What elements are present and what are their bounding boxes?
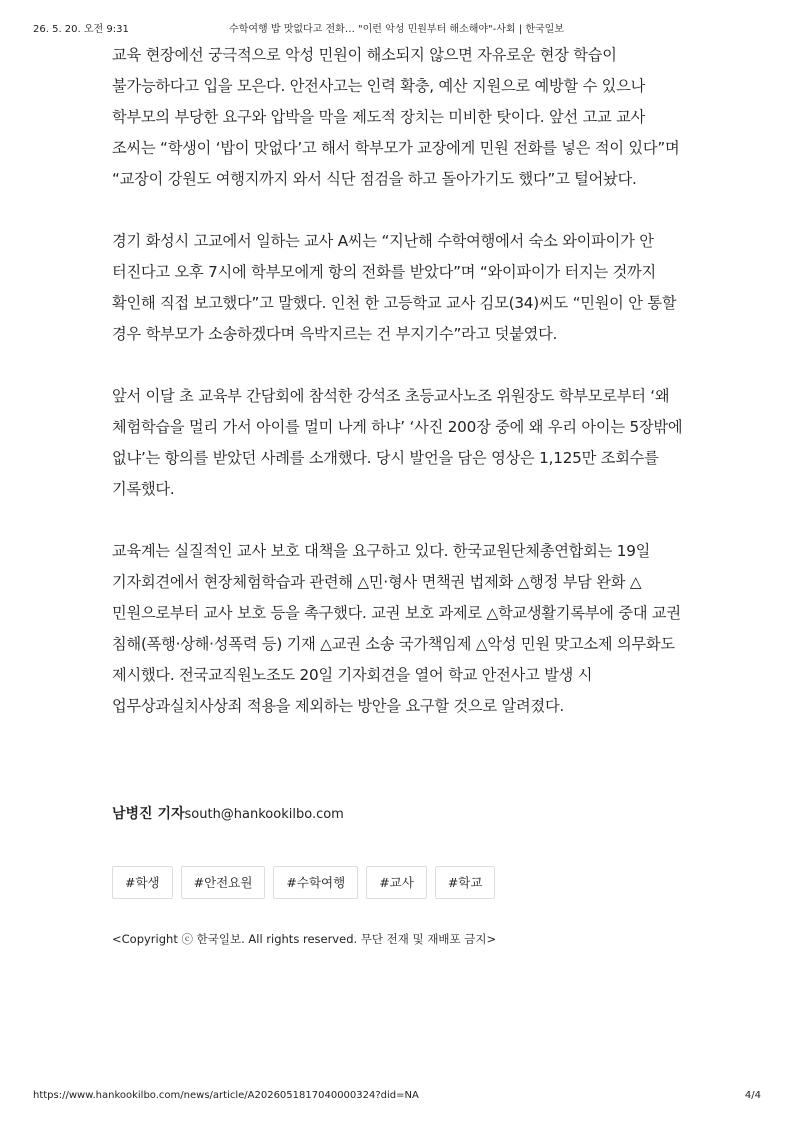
byline [112,803,344,827]
page-number: 4/4 [744,1090,761,1101]
reporter-email[interactable]: south@hankookilbo.com [184,807,344,822]
tag-list [112,866,495,899]
print-date: 26. 5. 20. 오전 9:31 [33,24,129,35]
article-paragraph: 앞서 이달 초 교육부 간담회에 참석한 강석조 초등교사노조 위원장도 학부모로부터 ‘왜 체험학습을 멀리 가서 아이를 멀미 나게 하냐’ ‘사진 200장 중에 왜 우리 아이는 5장밖에 없냐’는 항의를 받았던 사례를 소개했다. 당시 발언을 담은 영상은 1,125만 조회수를 기록했다. [112,387,683,498]
tag-safety-staff[interactable]: #안전요원 [181,866,266,899]
tag-school[interactable]: #학교 [435,866,496,899]
tag-teacher[interactable]: #교사 [366,866,427,899]
article-paragraph: 경기 화성시 고교에서 일하는 교사 A씨는 “지난해 수학여행에서 숙소 와이파이가 안 터진다고 오후 7시에 학부모에게 항의 전화를 받았다”며 “와이파이가 터지는 것까지 확인해 직접 보고했다”고 말했다. 인천 한 고등학교 교사 김모(34)씨도 “민원이 안 통할 경우 학부모가 소송하겠다며 윽박지르는 건 부지기수”라고 덧붙였다. [112,232,677,343]
copyright-notice: <Copyright ⓒ 한국일보. All rights reserved. 무단 전재 및 재배포 금지> [112,932,497,946]
article-body [112,40,687,753]
print-footer [0,1090,793,1106]
article-paragraph: 교육 현장에선 궁극적으로 악성 민원이 해소되지 않으면 자유로운 현장 학습이 불가능하다고 입을 모은다. 안전사고는 인력 확충, 예산 지원으로 예방할 수 있으나 학부모의 부당한 요구와 압박을 막을 제도적 장치는 미비한 탓이다. 앞선 고교 교사 조씨는 “학생이 ‘밥이 맛없다’고 해서 학부모가 교장에게 민원 전화를 넣은 적이 있다”며 “교장이 강원도 여행지까지 와서 식단 점검을 하고 돌아가기도 했다”고 털어놨다. [112,46,680,188]
reporter-name: 남병진 기자 [112,806,185,822]
article-paragraph: 교육계는 실질적인 교사 보호 대책을 요구하고 있다. 한국교원단체총연합회는 19일 기자회견에서 현장체험학습과 관련해 △민·형사 면책권 법제화 △행정 부담 완화 △민원으로부터 교사 보호 등을 촉구했다. 교권 보호 과제로 △학교생활기록부에 중대 교권 침해(폭행·상해·성폭력 등) 기재 △교권 소송 국가책임제 △악성 민원 맞고소제 의무화도 제시했다. 전국교직원노조도 20일 기자회견을 열어 학교 안전사고 발생 시 업무상과실치사상죄 적용을 제외하는 방안을 요구할 것으로 알려졌다. [112,542,681,715]
tag-school-trip[interactable]: #수학여행 [273,866,358,899]
print-page-title: 수학여행 밥 맛없다고 전화… "이런 악성 민원부터 해소해야"-사회 | 한국일보 [229,24,564,35]
print-header [0,20,793,36]
print-url: https://www.hankookilbo.com/news/article/A2026051817040000324?did=NA [33,1090,419,1101]
tag-student[interactable]: #학생 [112,866,173,899]
